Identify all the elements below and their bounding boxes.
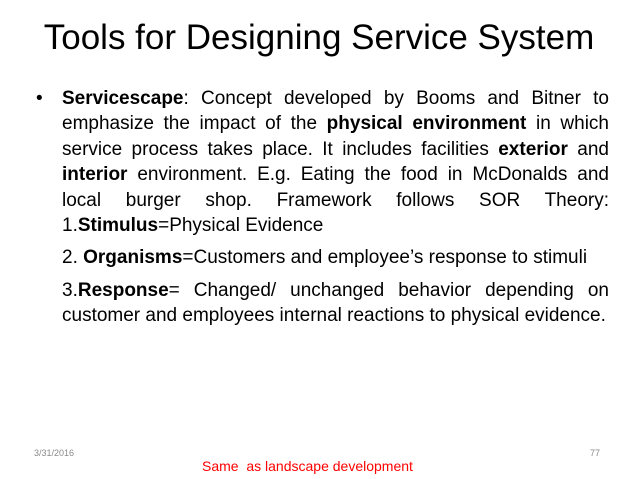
page-number: 77 bbox=[589, 448, 600, 458]
landscape-note: Same as landscape development bbox=[202, 458, 413, 474]
response-item bbox=[34, 278, 609, 329]
response-term: Response bbox=[77, 279, 169, 301]
footer-date: 3/31/2016 bbox=[34, 448, 75, 458]
intro-text-3: and bbox=[567, 138, 610, 160]
response-text: = Changed/ unchanged behavior depending on customer and employees internal reactions to physical evidence. bbox=[62, 279, 609, 327]
intro-text-2: in which service process takes place. It includes facilities bbox=[62, 113, 609, 160]
intro-text bbox=[62, 86, 609, 213]
bullet-icon: • bbox=[36, 88, 43, 109]
slide-content bbox=[34, 86, 609, 329]
organisms-prefix: 2. bbox=[62, 247, 84, 269]
organisms-item bbox=[34, 245, 609, 270]
intro-text-1: : Concept developed by Booms and Bitner to emphasize the impact of the bbox=[62, 88, 609, 135]
intro-text-4: environment. E.g. Eating the food in McDonalds and local burger shop. Framework follows SOR Theory: bbox=[62, 164, 609, 211]
organisms-text: =Customers and employee’s response to stimuli bbox=[182, 247, 588, 269]
servicescape-term: Servicescape bbox=[62, 88, 184, 109]
stimulus-prefix: 1. bbox=[62, 215, 78, 237]
organisms-term: Organisms bbox=[83, 247, 183, 269]
physical-environment-term: physical environment bbox=[326, 113, 527, 135]
stimulus-term: Stimulus bbox=[77, 215, 159, 237]
interior-term: interior bbox=[62, 164, 128, 186]
exterior-term: exterior bbox=[498, 138, 568, 160]
intro-paragraph bbox=[34, 86, 609, 238]
stimulus-text: =Physical Evidence bbox=[158, 215, 324, 237]
response-prefix: 3. bbox=[62, 279, 78, 301]
slide-title: Tools for Designing Service System bbox=[43, 18, 595, 57]
stimulus-item bbox=[62, 213, 609, 238]
